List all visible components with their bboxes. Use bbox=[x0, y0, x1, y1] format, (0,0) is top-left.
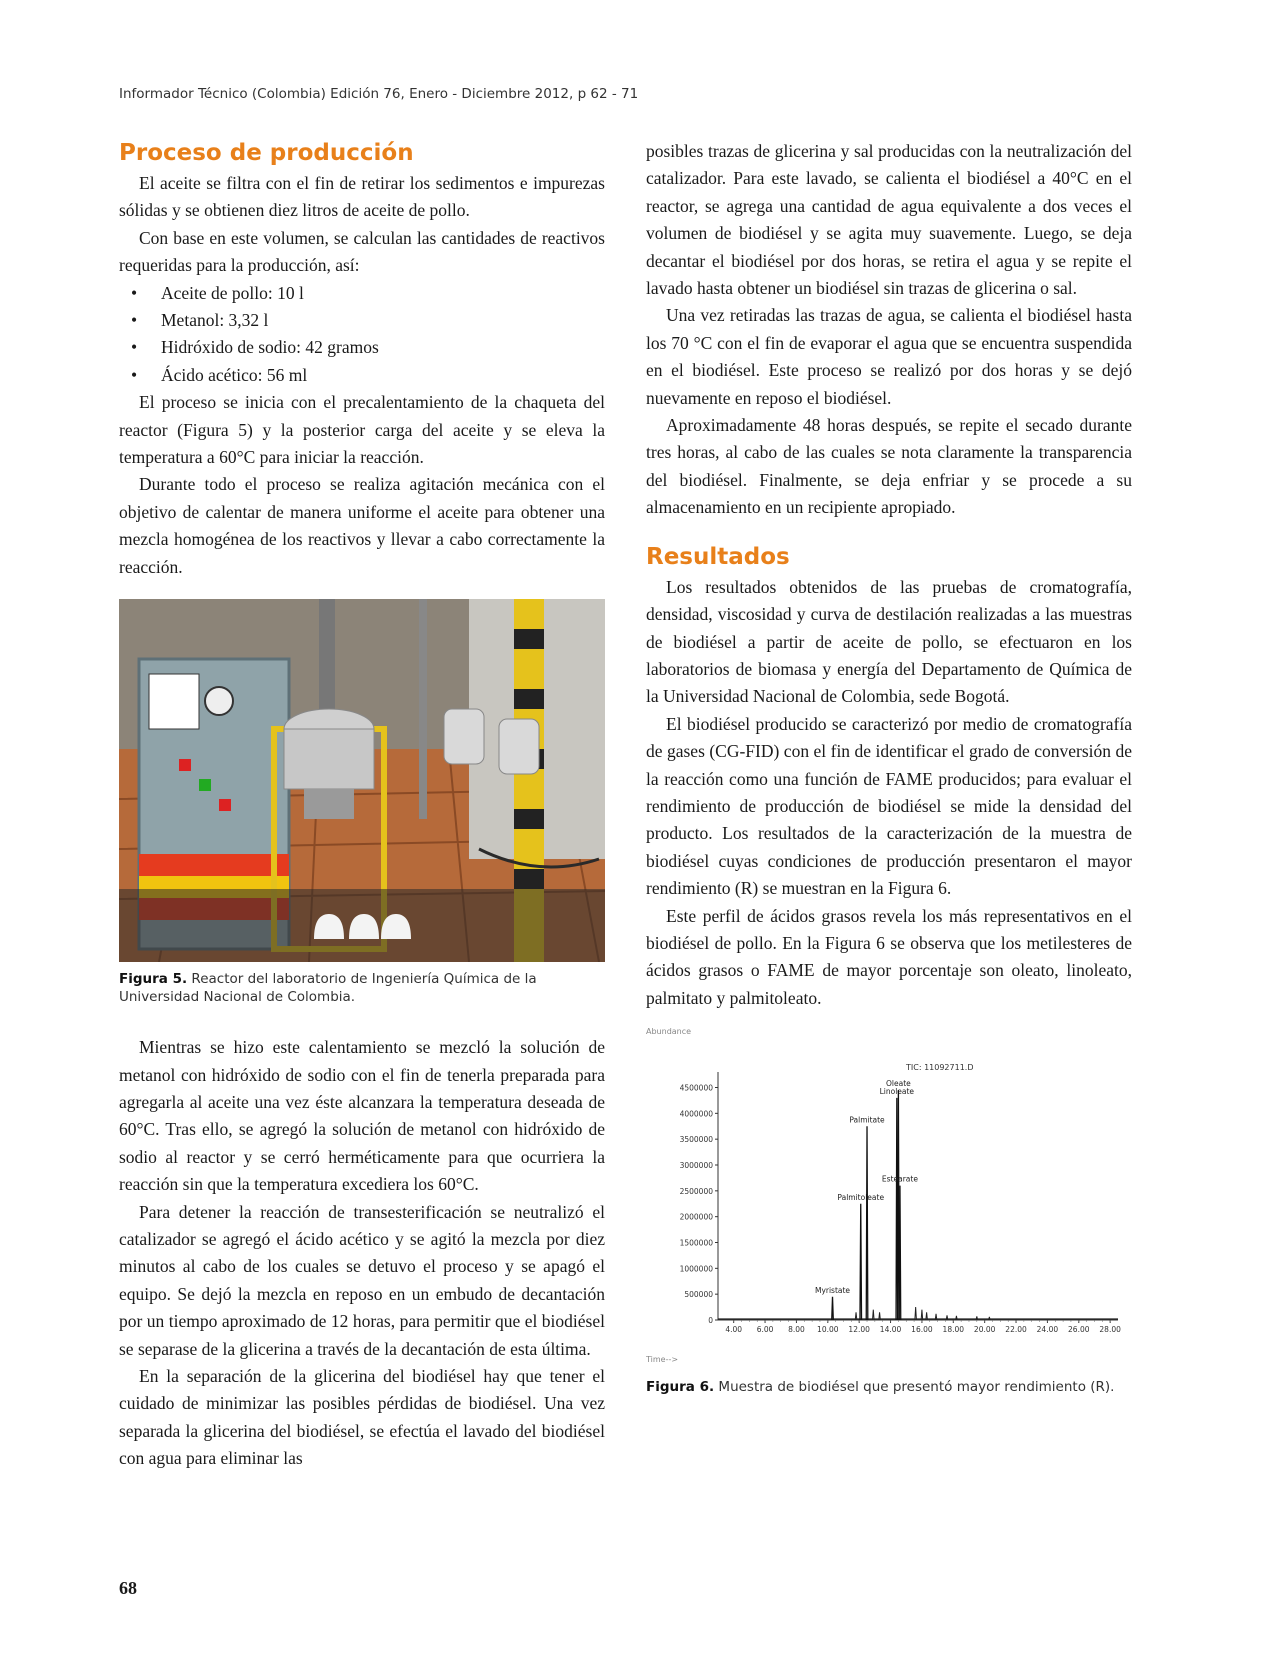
paragraph: Este perfil de ácidos grasos revela los más representativos en el biodiésel de pollo. En la Figura 6 se observa que los metilesteres de ácidos grasos o FAME de mayor porcentaje son oleato, linoleato, palmitato y palmitoleato. bbox=[646, 905, 1132, 1008]
left-column bbox=[119, 138, 605, 1473]
x-tick-label: 28.00 bbox=[1099, 1325, 1121, 1335]
peak-label-palmitoleate: Palmitoleate bbox=[837, 1192, 885, 1202]
y-tick-label: 1500000 bbox=[679, 1238, 713, 1248]
list-item: • Hidróxido de sodio: 42 gramos bbox=[161, 334, 605, 361]
list-item: • Metanol: 3,32 l bbox=[161, 307, 605, 334]
figure-6-caption bbox=[646, 1378, 1132, 1396]
y-tick-label: 0 bbox=[708, 1316, 713, 1326]
y-tick-label: 2000000 bbox=[679, 1212, 713, 1222]
x-tick-label: 6.00 bbox=[756, 1325, 774, 1335]
running-header: Informador Técnico (Colombia) Edición 76, Enero - Diciembre 2012, p 62 - 71 bbox=[119, 86, 639, 102]
paragraph: Durante todo el proceso se realiza agitación mecánica con el objetivo de calentar de manera uniforme el aceite para obtener una mezcla homogénea de los reactivos y llevar a cabo correctamente la reacción. bbox=[119, 474, 605, 577]
peak-label-palmitate: Palmitate bbox=[849, 1115, 885, 1125]
y-tick-label: 500000 bbox=[684, 1290, 713, 1300]
x-tick-label: 18.00 bbox=[942, 1325, 965, 1335]
peak-estearate bbox=[899, 1186, 901, 1320]
x-tick-label: 24.00 bbox=[1036, 1325, 1059, 1335]
peak-label-estearate: Estearate bbox=[881, 1174, 918, 1184]
paragraph: Aproximadamente 48 horas después, se repite el secado durante tres horas, al cabo de las cuales se nota claramente la transparencia del biodiésel. Finalmente, se deja enfriar y se procede a su almacenamiento en un recipiente apropiado. bbox=[646, 415, 1132, 518]
chart-x-label: Time--> bbox=[646, 1355, 679, 1365]
paragraph: Con base en este volumen, se calculan las cantidades de reactivos requeridas para la producción, así: bbox=[119, 227, 605, 276]
x-tick-label: 16.00 bbox=[911, 1325, 933, 1335]
x-tick-label: 12.00 bbox=[848, 1325, 870, 1335]
figure-5-caption bbox=[119, 970, 605, 1006]
paragraph: Mientras se hizo este calentamiento se mezcló la solución de metanol con hidróxido de sodio con el fin de tenerla preparada para agregarla al aceite una vez éste alcanzara la temperatura deseada de 60°C. Tras ello, se agregó la solución de metanol con hidróxido de sodio al reactor y se cerró herméticamente para que ocurriera la reacción sin que la temperatura excediera los 60°C. bbox=[119, 1037, 605, 1195]
chart-y-label: Abundance bbox=[646, 1027, 692, 1037]
right-column bbox=[646, 138, 1132, 1396]
x-tick-label: 8.00 bbox=[788, 1325, 805, 1335]
section-heading-resultados: Resultados bbox=[646, 543, 790, 570]
y-tick-label: 1000000 bbox=[679, 1264, 713, 1274]
chart-title: TIC: 11092711.D bbox=[906, 1063, 974, 1073]
peak-label-myristate: Myristate bbox=[814, 1285, 851, 1295]
figure-5 bbox=[119, 599, 605, 1006]
peak-label-linoleate: Linoleate bbox=[879, 1087, 915, 1097]
list-item: • Aceite de pollo: 10 l bbox=[161, 280, 605, 307]
peak-palmitoleate bbox=[860, 1204, 862, 1320]
x-tick-label: 4.00 bbox=[725, 1325, 743, 1335]
peak-palmitate bbox=[866, 1126, 868, 1320]
figure-6-caption-text: Muestra de biodiésel que presentó mayor rendimiento (R). bbox=[714, 1379, 1115, 1396]
paragraph: El proceso se inicia con el precalentamiento de la chaqueta del reactor (Figura 5) y la posterior carga del aceite y se eleva la temperatura a 60°C para iniciar la reacción. bbox=[119, 392, 605, 468]
x-tick-label: 14.00 bbox=[879, 1325, 902, 1335]
figure-6 bbox=[646, 1022, 1132, 1396]
paragraph: En la separación de la glicerina del biodiésel hay que tener el cuidado de minimizar las posibles pérdidas de biodiésel. Una vez separada la glicerina del biodiésel, se efectúa el lavado del biodiésel con agua para eliminar las bbox=[119, 1365, 605, 1469]
x-tick-label: 20.00 bbox=[973, 1325, 996, 1335]
paragraph: El biodiésel producido se caracterizó por medio de cromatografía de gases (CG-FID) con el fin de identificar el grado de conversión de la reacción como una función de FAME producidos; para evaluar el rendimiento de producción de biodiésel se mide la densidad del producto. Los resultados de la caracterización de la muestra de biodiésel cuyas condiciones de producción presentaron el mayor rendimiento (R) se muestran en la Figura 6. bbox=[646, 713, 1132, 899]
paragraph: Para detener la reacción de transesterificación se neutralizó el catalizador se agregó el ácido acético y se agitó la mezcla por diez minutos al cabo de los cuales se detuvo el proceso y se apagó el equipo. Se dejó la mezcla en reposo en un embudo de decantación por un tiempo aproximado de 12 horas, para permitir que el biodiésel se separase de la glicerina a través de la decantación de esta última. bbox=[119, 1201, 605, 1359]
reagent-list bbox=[119, 280, 605, 390]
list-item: • Ácido acético: 56 ml bbox=[161, 362, 605, 389]
y-tick-label: 4500000 bbox=[679, 1083, 713, 1093]
paragraph: Una vez retiradas las trazas de agua, se calienta el biodiésel hasta los 70 °C con el fin de evaporar el agua que se encuentra suspendida en el biodiésel. Este proceso se realizó por dos horas y se dejó nuevamente en reposo el biodiésel. bbox=[646, 305, 1132, 408]
figure-6-label: Figura 6. bbox=[646, 1379, 715, 1396]
y-tick-label: 4000000 bbox=[679, 1109, 713, 1119]
y-tick-label: 3000000 bbox=[679, 1161, 713, 1171]
section-heading-produccion: Proceso de producción bbox=[119, 140, 414, 166]
page-number: 68 bbox=[119, 1578, 137, 1598]
y-tick-label: 2500000 bbox=[679, 1187, 713, 1197]
paragraph: posibles trazas de glicerina y sal producidas con la neutralización del catalizador. Para este lavado, se calienta el biodiésel a 40°C en el reactor, se agrega una cantidad de agua equivalente a dos veces el volumen de biodiésel y se agita muy suavemente. Luego, se deja decantar el biodiésel por dos horas, se retira el agua y se repite el lavado hasta obtener un biodiésel sin trazas de glicerina o sal. bbox=[646, 141, 1132, 299]
figure-5-label: Figura 5. bbox=[119, 971, 188, 988]
paragraph: Los resultados obtenidos de las pruebas de cromatografía, densidad, viscosidad y curva de destilación realizadas a las muestras de biodiésel a partir de aceite de pollo, se efectuaron en los laboratorios de biomasa y energía del Departamento de Química de la Universidad Nacional de Colombia, sede Bogotá. bbox=[646, 576, 1132, 707]
x-tick-label: 26.00 bbox=[1068, 1325, 1090, 1335]
figure-5-caption-text: Reactor del laboratorio de Ingeniería Química de la Universidad Nacional de Colombia. bbox=[119, 971, 537, 1006]
reactor-photo bbox=[119, 599, 605, 962]
peak-label-oleate: Oleate bbox=[886, 1079, 911, 1089]
x-tick-label: 10.00 bbox=[817, 1325, 839, 1335]
y-tick-label: 3500000 bbox=[679, 1135, 713, 1145]
peak-myristate bbox=[832, 1297, 834, 1320]
minor-peak bbox=[915, 1307, 917, 1320]
chromatogram-chart bbox=[646, 1022, 1132, 1372]
paragraph: El aceite se filtra con el fin de retirar los sedimentos e impurezas sólidas y se obtienen diez litros de aceite de pollo. bbox=[119, 173, 605, 221]
chart-marks bbox=[718, 1079, 1118, 1320]
x-tick-label: 22.00 bbox=[1005, 1325, 1027, 1335]
